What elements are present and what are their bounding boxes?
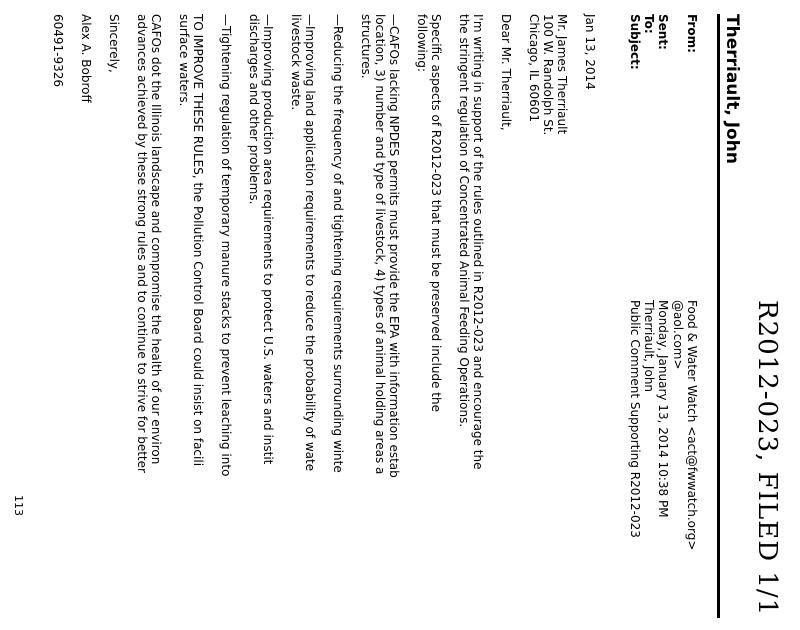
list-item-line: livestock waste. [289, 14, 303, 111]
to-value: Therriault, John [642, 300, 656, 393]
address-line: Chicago, IL 60601 [527, 14, 541, 123]
list-item-line: structures. [359, 14, 373, 79]
sender-name-heading: Therriault, John [722, 14, 742, 164]
list-item-line: —Reducing the frequency of and tightening requirements surrounding winte [331, 14, 345, 473]
from-label: From: [685, 14, 699, 53]
signoff: Sincerely, [107, 14, 121, 73]
aspects-line: Specific aspects of R2012-023 that must be preserved include the [429, 14, 443, 413]
filing-stamp: R2012-023, FILED 1/1 [752, 300, 782, 617]
from-value-continued: @aol.com> [671, 300, 685, 370]
signer-zip: 60491-9326 [51, 14, 65, 88]
closing-line: TO IMPROVE THESE RULES, the Pollution Control Board could insist on facili [191, 14, 205, 467]
list-item-line: —Tightening regulation of temporary manure stacks to prevent leaching into [219, 14, 233, 477]
letter-date: Jan 13, 2014 [583, 14, 597, 90]
intro-line: the stringent regulation of Concentrated Animal Feeding Operations. [457, 14, 471, 428]
list-item-line: discharges and other problems. [247, 14, 261, 205]
list-item-line: location, 3) number and type of livestock, 4) types of animal holding areas a [373, 14, 387, 475]
list-item-line: —Improving land application requirements to reduce the probability of wate [303, 14, 317, 472]
closing-line: advances achieved by these strong rules and to continue to strive for better [135, 14, 149, 473]
salutation: Dear Mr. Therriault, [499, 14, 513, 131]
heading-divider [717, 14, 720, 618]
aspects-line: following: [415, 14, 429, 72]
signer-name: Alex A. Bobroff [79, 14, 93, 103]
closing-line: surface waters. [177, 14, 191, 107]
subject-value: Public Comment Supporting R2012-023 [628, 300, 642, 538]
intro-line: I'm writing in support of the rules outlined in R2012-023 and encourage the [471, 14, 485, 470]
sent-label: Sent: [656, 14, 670, 50]
to-label: To: [642, 14, 656, 34]
from-value: Food & Water Watch <act@fwwatch.org> [685, 300, 699, 551]
list-item-line: —CAFOs lacking NPDES permits must provide the EPA with information estab [387, 14, 401, 478]
sent-value: Monday, January 13, 2014 10:38 PM [656, 300, 670, 518]
address-line: 100 W. Randolph St. [541, 14, 555, 136]
subject-label: Subject: [628, 14, 642, 70]
list-item-line: —Improving production area requirements to protect U.S. waters and instit [261, 14, 275, 465]
address-line: Mr. James Therriault [555, 14, 569, 135]
page-number: 113 [12, 495, 25, 516]
closing-line: CAFOs dot the Illinois landscape and compromise the health of our environ [149, 14, 163, 465]
